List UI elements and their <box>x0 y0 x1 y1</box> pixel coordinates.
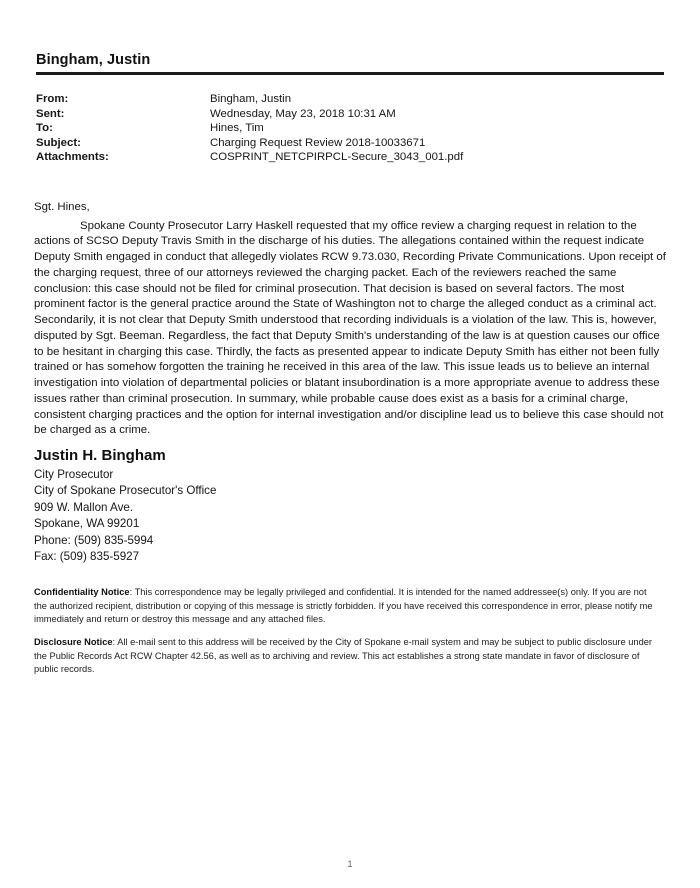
document-header <box>36 52 664 75</box>
field-row-from <box>36 92 664 107</box>
signature-title: City Prosecutor <box>34 468 114 481</box>
disclosure-notice-separator: : <box>112 637 118 647</box>
field-row-sent <box>36 107 664 122</box>
confidentiality-notice-heading: Confidentiality Notice <box>34 587 130 597</box>
disclosure-notice-heading: Disclosure Notice <box>34 637 113 647</box>
field-row-attachments <box>36 150 664 165</box>
disclosure-notice <box>34 636 656 677</box>
signature-street: 909 W. Mallon Ave. <box>34 500 134 514</box>
field-value-sent: Wednesday, May 23, 2018 10:31 AM <box>210 107 396 120</box>
field-row-to <box>36 121 664 136</box>
signature-fax: Fax: (509) 835-5927 <box>34 550 140 564</box>
confidentiality-notice <box>34 586 656 627</box>
page-title: Bingham, Justin <box>36 52 151 68</box>
signature-block <box>34 446 454 565</box>
field-value-from: Bingham, Justin <box>210 93 292 105</box>
field-value-attachments: COSPRINT_NETCPIRPCL-Secure_3043_001.pdf <box>210 151 464 164</box>
field-label-to: To: <box>36 122 53 135</box>
confidentiality-notice-separator: : <box>129 587 135 597</box>
field-value-subject: Charging Request Review 2018-10033671 <box>210 136 426 149</box>
salutation: Sgt. Hines, <box>34 201 90 213</box>
field-value-to: Hines, Tim <box>210 122 264 135</box>
confidentiality-notice-text: This correspondence may be legally privileged and confidential. It is intended for the named addressee(s) only. If you are not the authorized recipient, distribution or copying of this message is strictly forbidden. If you have received this correspondence in error, please notify me immediately and return or destroy this message and any attached files. <box>34 587 653 624</box>
signature-name: Justin H. Bingham <box>34 447 166 464</box>
signature-phone: Phone: (509) 835-5994 <box>34 533 154 547</box>
field-label-subject: Subject: <box>36 136 81 149</box>
field-label-from: From: <box>36 93 69 105</box>
signature-organization: City of Spokane Prosecutor's Office <box>34 484 217 498</box>
disclosure-notice-text: All e-mail sent to this address will be received by the City of Spokane e-mail system and may be subject to public disclosure under the Public Records Act RCW Chapter 42.56, as well as to archiving and review. This act establishes a strong state mandate in favor of disclosure of public records. <box>34 637 653 674</box>
page-number: 1 <box>347 859 353 869</box>
signature-city-state-zip: Spokane, WA 99201 <box>34 517 140 531</box>
body-paragraph: Spokane County Prosecutor Larry Haskell requested that my office review a charging request in relation to the actions of SCSO Deputy Travis Smith in the discharge of his duties. The allegations contained within the request indicate Deputy Smith engaged in conduct that allegedly violates RCW 9.73.030, Recording Private Communications. Upon receipt of the charging request, three of our attorneys reviewed the charging packet. Each of the reviewers reached the same conclusion: this case should not be filed for criminal prosecution. That decision is based on several factors. The most prominent factor is the general practice around the State of Washington not to charge the alleged conduct as a criminal act. Secondarily, it is not clear that Deputy Smith understood that recording individuals is a violation of the law. This is, however, disputed by Sgt. Beeman. Regardless, the fact that Deputy Smith's understanding of the law is at question causes our office to be hesitant in charging this case. Thirdly, the facts as presented appear to indicate Deputy Smith has either not been fully trained or has somehow forgotten the training he received in this area of the law. This issue leads us to believe an internal investigation into violation of departmental policies or blatant insubordination is a more appropriate avenue to address these issues rather than criminal prosecution. In summary, while probable cause does exist as a basis for a criminal charge, consistent charging practices and the option for internal investigation and/or discipline lead us to believe this case should not be charged as a crime. <box>34 219 666 437</box>
header-divider <box>36 72 664 75</box>
field-label-sent: Sent: <box>36 107 65 120</box>
field-row-subject <box>36 136 664 151</box>
email-body <box>34 200 666 439</box>
email-header-fields <box>36 92 664 165</box>
field-label-attachments: Attachments: <box>36 151 109 164</box>
